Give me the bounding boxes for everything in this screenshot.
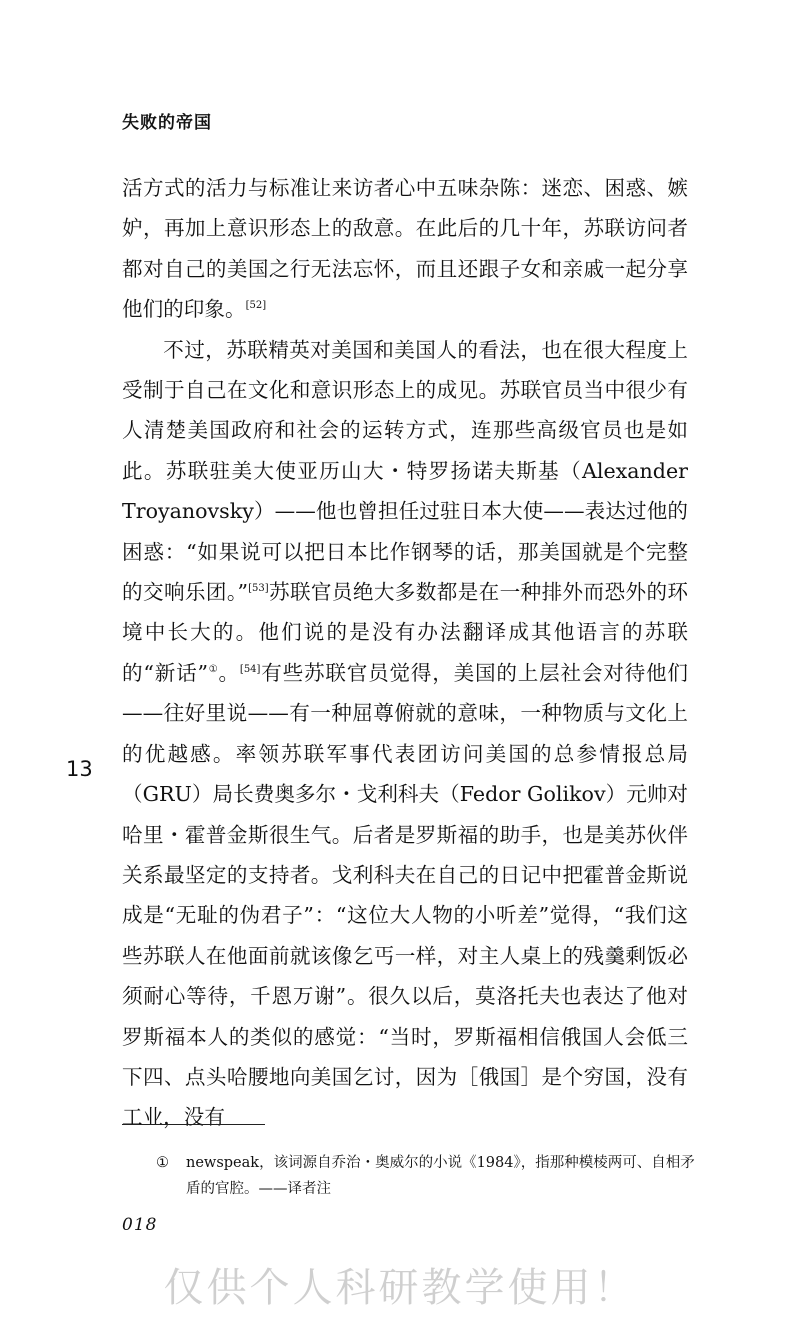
page-number: 018 [122, 1215, 158, 1235]
footnote-mark: ① [156, 1155, 169, 1171]
paragraph-2-text-b: 苏联官员绝大多数都是在一种排外而恐外的环境中长大的。他们说的是没有办法翻译成其他语言的苏联的“新话” [122, 580, 689, 685]
paragraph-2-text-d: 有些苏联官员觉得，美国的上层社会对待他们——往好里说——有一种屈尊俯就的意味，一种物质与文化上的优越感。率领苏联军事代表团访问美国的总参情报总局（GRU）局长费奥多尔・戈利科夫（Fedor Golikov）元帅对哈里・霍普金斯很生气。后者是罗斯福的助手，也是美苏伙伴关系最坚定的支持者。戈利科夫在自己的日记中把霍普金斯说成是“无耻的伪君子”：“这位大人物的小听差”觉得，“我们这些苏联人在他面前就该像乞丐一样，对主人桌上的残羹剩饭必须耐心等待，千恩万谢”。很久以后，莫洛托夫也表达了他对罗斯福本人的类似的感觉：“当时，罗斯福相信俄国人会低三下四、点头哈腰地向美国乞讨，因为［俄国］是个穷国，没有工业，没有 [122, 660, 689, 1130]
footnote [158, 1150, 698, 1202]
citation-53: [53] [248, 583, 269, 595]
running-title: 失败的帝国 [122, 113, 212, 133]
footnote-text: newspeak，该词源自乔治・奥威尔的小说《1984》，指那种模棱两可、自相矛盾的官腔。——译者注 [186, 1155, 695, 1197]
watermark: 仅供个人科研教学使用！ [163, 1265, 637, 1311]
paragraph-2-text-c: 。 [218, 660, 240, 685]
paragraph-1 [122, 168, 688, 330]
paragraph-1-text: 活方式的活力与标准让来访者心中五味杂陈：迷恋、困惑、嫉妒，再加上意识形态上的敌意。在此后的几十年，苏联访问者都对自己的美国之行无法忘怀，而且还跟子女和亲戚一起分享他们的印象。 [122, 176, 688, 322]
margin-page-number: 13 [66, 757, 93, 781]
citation-54: [54] [239, 664, 261, 676]
body-text [122, 168, 688, 1138]
paragraph-2 [122, 330, 688, 1138]
paragraph-2-text-a: 不过，苏联精英对美国和美国人的看法，也在很大程度上受制于自己在文化和意识形态上的成见。苏联官员当中很少有人清楚美国政府和社会的运转方式，连那些高级官员也是如此。苏联驻美大使亚历山大・特罗扬诺夫斯基（Alexander Troyanovsky）——他也曾担任过驻日本大使——表达过他的困惑：“如果说可以把日本比作钢琴的话，那美国就是个完整的交响乐团。” [122, 337, 688, 605]
footnote-divider [122, 1124, 265, 1125]
citation-52: [52] [245, 300, 267, 312]
footnote-reference: ① [207, 664, 219, 676]
